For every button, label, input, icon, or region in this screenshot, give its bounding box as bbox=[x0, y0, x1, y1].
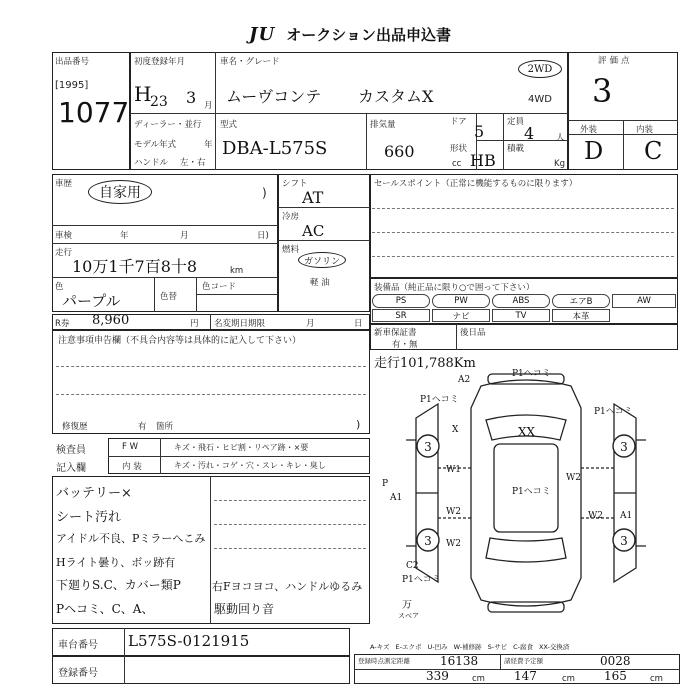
mileage-unit: km bbox=[230, 266, 244, 276]
legend-w: W-補修跡 bbox=[453, 643, 482, 651]
color-label: 色 bbox=[55, 282, 64, 292]
warranty-label: 新車保証書 bbox=[374, 328, 417, 338]
transfer-day: 日 bbox=[354, 319, 363, 329]
engine-unit: cc bbox=[452, 159, 462, 169]
warranty-value: 有・無 bbox=[392, 340, 418, 350]
steering-label: ハンドル bbox=[134, 158, 169, 168]
recycle-label: R券 bbox=[55, 319, 70, 329]
damage-legend bbox=[370, 642, 680, 651]
note-line-5: 下廻りS.C、カバー類P bbox=[56, 578, 181, 592]
shift-label: シフト bbox=[282, 179, 308, 189]
model-year-label: モデル年式 bbox=[134, 140, 177, 150]
mark-a1-left: A1 bbox=[390, 493, 403, 503]
equip-abs: ABS bbox=[492, 294, 550, 308]
mark-spare-circle: 万 bbox=[402, 600, 412, 611]
note-line-1: バッテリー× bbox=[56, 486, 132, 501]
equip-pw: PW bbox=[432, 294, 490, 308]
recycle-value: 8,960 bbox=[92, 313, 130, 328]
note-line-3: アイドル不良、Pミラーへこみ bbox=[56, 532, 206, 545]
capacity-unit: 人 bbox=[556, 133, 565, 143]
fuel-value: ガソリン bbox=[298, 252, 346, 268]
equip-airbag: エアB bbox=[552, 294, 610, 308]
note-line-4: Hライト曇り、ボッ跡有 bbox=[56, 556, 176, 569]
mark-w1: W1 bbox=[446, 465, 461, 475]
tire-rl: 3 bbox=[424, 534, 432, 548]
legend-xx: XX-交換済 bbox=[538, 643, 570, 651]
mark-xx: XX bbox=[518, 425, 536, 439]
model-year-suffix: 年 bbox=[204, 140, 213, 150]
rating-value: 3 bbox=[592, 72, 613, 110]
chassis-label: 車台番号 bbox=[58, 640, 98, 651]
rating-label: 評価点 bbox=[598, 56, 633, 66]
fuel-label: 燃料 bbox=[282, 245, 300, 255]
registration-month: 3 bbox=[186, 88, 197, 107]
legend-a: A-キズ bbox=[370, 643, 390, 651]
repair-label: 修復歴 bbox=[62, 422, 88, 432]
warranty-note: 後日品 bbox=[460, 328, 486, 338]
legend-e: E-エクボ bbox=[395, 643, 422, 651]
mark-spare: スベア bbox=[398, 612, 419, 618]
note-line-2: シート汚れ bbox=[56, 510, 122, 525]
engine-value: 660 bbox=[384, 142, 415, 161]
mark-p1-center: P1ヘコミ bbox=[512, 487, 551, 497]
interior-insp-label: 内 装 bbox=[122, 462, 142, 472]
usage-value: 自家用 bbox=[88, 180, 152, 204]
registration-era: H bbox=[134, 82, 152, 106]
legend-c: C-腐食 bbox=[513, 643, 533, 651]
form-title: オークション出品申込書 bbox=[286, 26, 451, 44]
mark-a1-right: A1 bbox=[620, 511, 633, 521]
car-label: 車名・グレード bbox=[220, 57, 280, 67]
registration-month-suffix: 月 bbox=[204, 101, 213, 111]
interior-label: 内装 bbox=[636, 125, 654, 135]
mark-x: X bbox=[452, 425, 459, 435]
height-value: 165 bbox=[604, 669, 627, 683]
car-name: ムーヴコンテ bbox=[226, 87, 322, 106]
sales-point-label: セールスポイント（正常に機能するものに限ります） bbox=[374, 179, 578, 189]
inspector-label-1: 検査員 bbox=[56, 445, 86, 456]
steering-value: 左・右 bbox=[180, 158, 206, 168]
mark-c2: C2 bbox=[406, 561, 419, 571]
repair-location: 箇所 bbox=[156, 422, 174, 432]
odometer-note: 走行101,788Km bbox=[374, 356, 476, 371]
mark-p-left: P bbox=[382, 479, 389, 489]
ref-value: 0028 bbox=[600, 654, 631, 668]
mark-p1-right: P1ヘコミ bbox=[594, 407, 633, 417]
inspection-value: 16138 bbox=[440, 654, 479, 668]
shaken-year: 年 bbox=[120, 231, 129, 241]
shape-value: HB bbox=[470, 151, 496, 170]
mark-a2: A2 bbox=[458, 375, 471, 385]
mark-w2-left2: W2 bbox=[446, 539, 461, 549]
mark-p1-top: P1ヘコミ bbox=[512, 369, 551, 379]
mark-w2-right2: W2 bbox=[588, 511, 603, 521]
mark-w2-left: W2 bbox=[446, 507, 461, 517]
register-label: 登録番号 bbox=[58, 668, 98, 679]
fw-label: F W bbox=[122, 442, 138, 452]
equip-navi: ナビ bbox=[432, 309, 490, 322]
note-line-6: Pヘコミ、C、A、 bbox=[56, 602, 154, 616]
usage-label: 車歴 bbox=[55, 179, 73, 189]
interior-grade: C bbox=[644, 137, 663, 165]
form-header bbox=[0, 24, 700, 44]
fw-text: キズ・飛石・ヒビ割・リペア跡・×要 bbox=[174, 443, 309, 452]
lot-number: 1077 bbox=[58, 96, 130, 129]
interior-insp-text: キズ・汚れ・コゲ・穴・スレ・キレ・臭し bbox=[174, 461, 326, 470]
drive-2wd-circled: 2WD bbox=[518, 60, 562, 78]
ac-value: AC bbox=[302, 222, 325, 240]
equip-aw: AW bbox=[612, 294, 676, 308]
equip-tv: TV bbox=[492, 309, 550, 322]
legend-u: U-凹み bbox=[427, 643, 448, 651]
inspection-label: 登録時点測定距離 bbox=[358, 657, 410, 665]
lot-year: [1995] bbox=[55, 80, 89, 91]
equip-sr: SR bbox=[372, 309, 430, 322]
capacity-value: 4 bbox=[524, 124, 535, 143]
exterior-grade: D bbox=[584, 137, 604, 165]
shaken-label: 車検 bbox=[55, 231, 73, 241]
notes-label: 注意事項申告欄（不具合内容等は具体的に記入して下さい） bbox=[58, 336, 302, 346]
repaint-label: 色替 bbox=[160, 292, 178, 302]
tire-fr: 3 bbox=[620, 440, 628, 454]
car-grade: カスタムX bbox=[358, 87, 434, 106]
fuel-alt: 軽 油 bbox=[310, 278, 330, 288]
repair-value: 有 bbox=[138, 422, 147, 432]
inspector-label-2: 記入欄 bbox=[56, 463, 86, 474]
equipment-label: 装備品（純正品に限り○で囲って下さい） bbox=[374, 283, 535, 293]
legend-s: S-サビ bbox=[487, 643, 508, 651]
shift-value: AT bbox=[302, 188, 324, 207]
exterior-label: 外装 bbox=[580, 125, 598, 135]
registration-year: 23 bbox=[150, 94, 168, 110]
load-unit: Kg bbox=[554, 159, 565, 169]
length-value: 339 bbox=[426, 669, 449, 683]
car-damage-diagram bbox=[376, 368, 676, 618]
dealer-label: ディーラー・並行 bbox=[134, 120, 202, 130]
registration-label: 初度登録年月 bbox=[134, 57, 186, 67]
color-value: パープル bbox=[62, 292, 121, 310]
transfer-label: 名変期日期限 bbox=[214, 319, 266, 329]
right-note-1: 右Fヨコヨコ、ハンドルゆるみ bbox=[212, 580, 363, 593]
model-value: DBA-L575S bbox=[222, 138, 328, 159]
engine-label: 排気量 bbox=[370, 120, 396, 130]
width-value: 147 bbox=[514, 669, 537, 683]
shaken-day: 日) bbox=[257, 231, 269, 241]
shaken-month: 月 bbox=[180, 231, 189, 241]
tire-fl: 3 bbox=[424, 440, 432, 454]
doors-value: 5 bbox=[474, 122, 485, 141]
equip-ps: PS bbox=[372, 294, 430, 308]
height-unit: cm bbox=[650, 674, 663, 684]
tire-rr: 3 bbox=[620, 534, 628, 548]
mileage-label: 走行 bbox=[55, 248, 73, 258]
brand-logo: JU bbox=[248, 24, 276, 45]
length-unit: cm bbox=[472, 674, 485, 684]
mark-w2-right: W2 bbox=[566, 473, 581, 483]
mark-p1-front-left: P1ヘコミ bbox=[420, 395, 459, 405]
load-label: 積載 bbox=[507, 144, 525, 154]
shape-label: 形状 bbox=[450, 144, 468, 154]
equip-leather: 本革 bbox=[552, 309, 610, 322]
lot-label: 出品番号 bbox=[55, 57, 90, 67]
sales-point-box bbox=[370, 174, 678, 278]
ref-label: 諸経費予定額 bbox=[504, 657, 543, 665]
right-note-2: 駆動回り音 bbox=[214, 602, 275, 616]
model-label: 型式 bbox=[220, 120, 238, 130]
doors-label: ドア bbox=[450, 117, 467, 127]
transfer-month: 月 bbox=[306, 319, 315, 329]
mark-p1-rear: P1ヘコミ bbox=[402, 575, 441, 585]
color-code-label: 色コード bbox=[202, 282, 237, 292]
capacity-label: 定員 bbox=[507, 117, 525, 127]
ac-label: 冷房 bbox=[282, 212, 300, 222]
drive-4wd: 4WD bbox=[528, 94, 552, 105]
mileage-value: 10万1千7百8十8 bbox=[72, 257, 198, 276]
width-unit: cm bbox=[562, 674, 575, 684]
recycle-unit: 円 bbox=[190, 319, 199, 329]
chassis-value: L575S-0121915 bbox=[128, 632, 250, 650]
